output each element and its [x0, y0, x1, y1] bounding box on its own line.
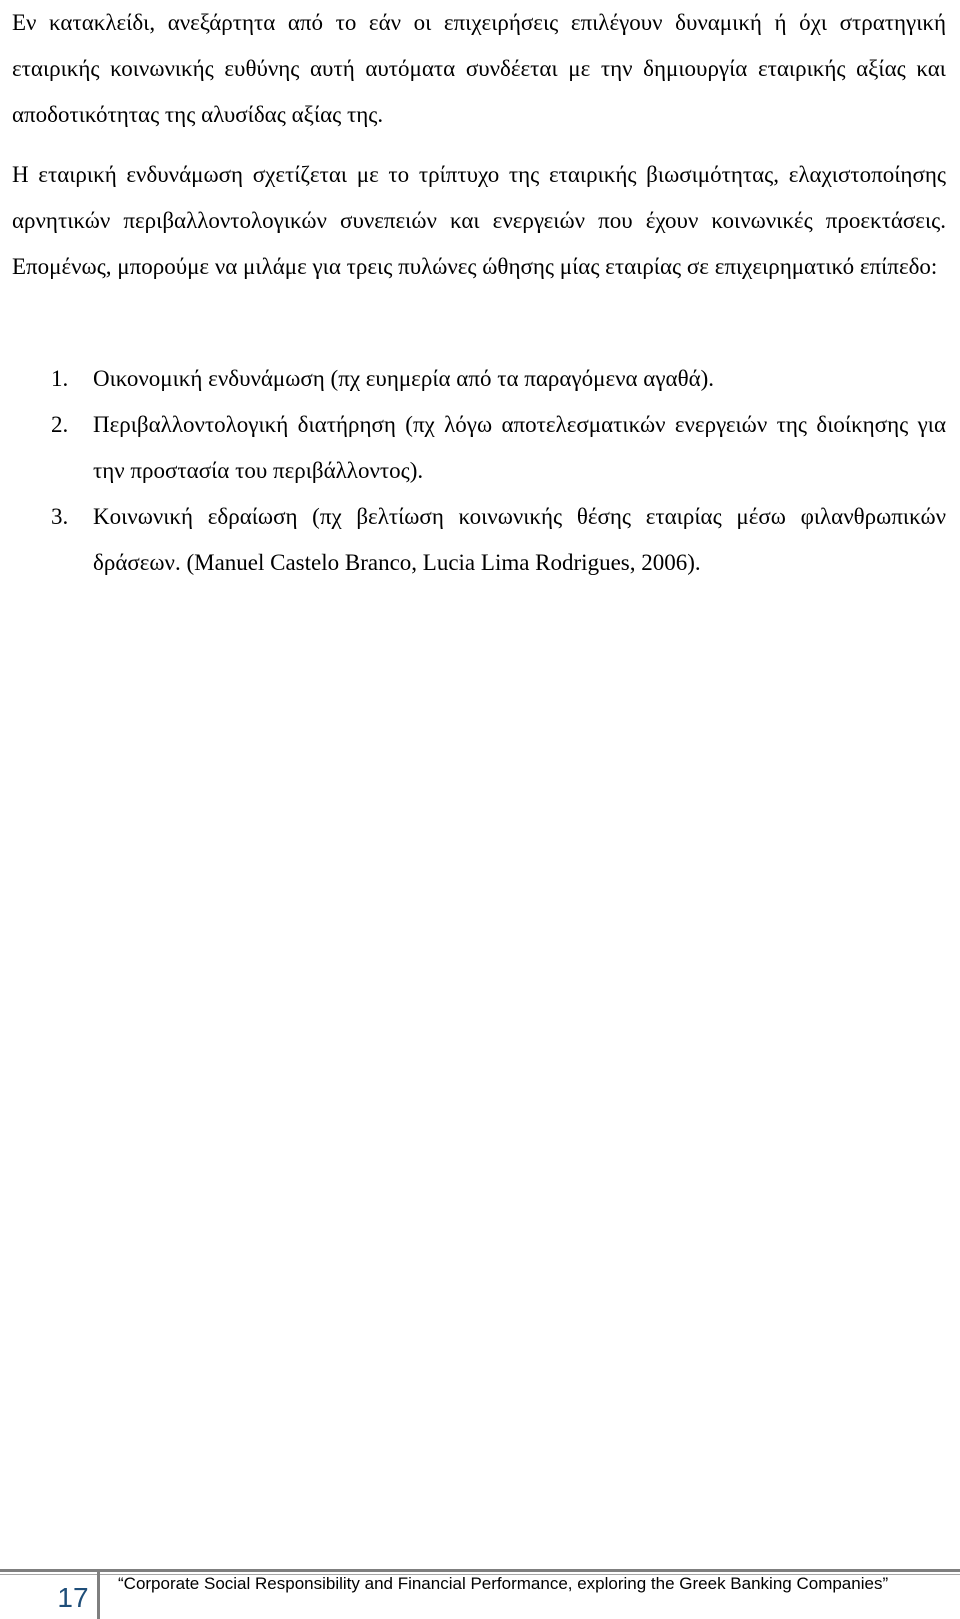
- list-item-number: 2.: [51, 412, 69, 437]
- list-item-text: Κοινωνική εδραίωση (πχ βελτίωση κοινωνικής θέσης εταιρίας μέσω φιλανθρωπικών δράσεων. (Manuel Castelo Branco, Lucia Lima Rodrigues, 2006).: [93, 504, 946, 575]
- pillars-list: [0, 356, 946, 586]
- footer-divider: [97, 1571, 100, 1619]
- page-number: 17: [57, 1582, 89, 1613]
- list-item-text: Περιβαλλοντολογική διατήρηση (πχ λόγω αποτελεσματικών ενεργειών της διοίκησης για την προστασία του περιβάλλοντος).: [93, 412, 946, 483]
- footer-document-title: “Corporate Social Responsibility and Financial Performance, exploring the Greek Banking Companies”: [118, 1574, 889, 1593]
- list-item-text: Οικονομική ενδυνάμωση (πχ ευημερία από τα παραγόμενα αγαθά).: [93, 366, 715, 391]
- paragraph-corporate-empowerment: Η εταιρική ενδυνάμωση σχετίζεται με το τρίπτυχο της εταιρικής βιωσιμότητας, ελαχιστοποίησης αρνητικών περιβαλλοντολογικών συνεπειών και ενεργειών που έχουν κοινωνικές προεκτάσεις. Επομένως, μπορούμε να μιλάμε για τρεις πυλώνες ώθησης μίας εταιρίας σε επιχειρηματικό επίπεδο:: [12, 162, 946, 279]
- list-item-number: 1.: [51, 366, 69, 391]
- list-item: [0, 402, 946, 494]
- list-item-number: 3.: [51, 504, 69, 529]
- paragraph-conclusion: Εν κατακλείδι, ανεξάρτητα από το εάν οι επιχειρήσεις επιλέγουν δυναμική ή όχι στρατηγική εταιρικής κοινωνικής ευθύνης αυτή αυτόματα συνδέεται με την δημιουργία εταιρικής αξίας και αποδοτικότητας της αλυσίδας αξίας της.: [12, 10, 946, 127]
- list-item: [0, 494, 946, 586]
- list-item: [0, 356, 946, 402]
